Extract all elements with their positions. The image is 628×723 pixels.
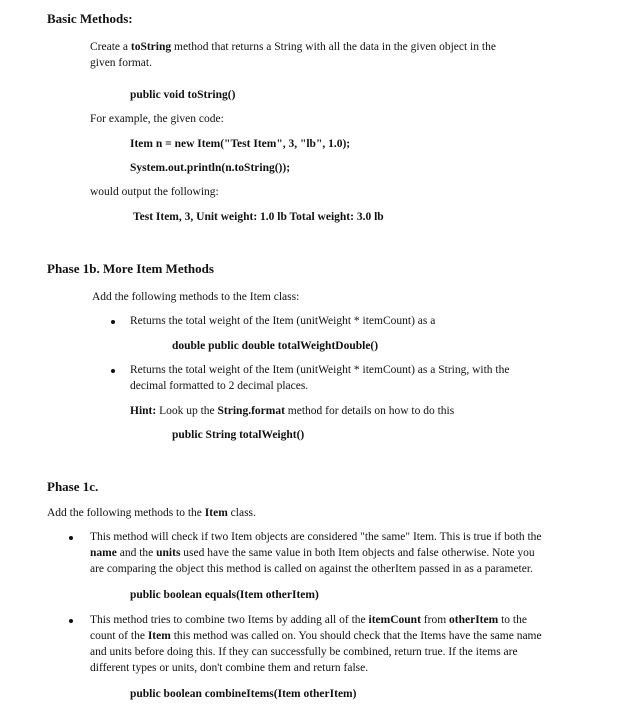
combine-desc-line-3: and units before doing this. If they can successfully be combined, return true. If the items are [90, 646, 518, 658]
phase-1c-intro: Add the following methods to the Item class. [47, 507, 256, 519]
combine-desc-line-4: different types or units, don't combine them and return false. [90, 662, 369, 674]
bullet-icon [111, 320, 115, 324]
combine-desc-line-1: This method tries to combine two Items by adding all of the itemCount from otherItem to the [90, 614, 527, 626]
equals-desc-line-1: This method will check if two Item objects are considered "the same" Item. This is true if both the [90, 531, 542, 543]
basic-methods-intro-line-1: Create a toString method that returns a String with all the data in the given object in the [90, 41, 496, 53]
hint-text: Hint: Look up the String.format method for details on how to do this [130, 405, 455, 417]
phase-1c-heading: Phase 1c. [47, 479, 99, 494]
bullet-icon [69, 619, 73, 623]
tostring-signature: public void toString() [130, 89, 236, 101]
phase-1b-bullet-1: Returns the total weight of the Item (unitWeight * itemCount) as a [130, 315, 436, 327]
total-weight-double-signature: double public double totalWeightDouble() [172, 340, 379, 352]
code-line-1: Item n = new Item("Test Item", 3, "lb", 1.0); [130, 138, 351, 150]
total-weight-signature: public String totalWeight() [172, 429, 305, 441]
bullet-icon [111, 369, 115, 373]
combine-desc-line-2: count of the Item this method was called on. You should check that the Items have the same name [90, 630, 542, 642]
output-intro: would output the following: [90, 186, 219, 198]
phase-1b-bullet-2-line-2: decimal formatted to 2 decimal places. [130, 380, 309, 392]
example-intro: For example, the given code: [90, 113, 224, 125]
example-output: Test Item, 3, Unit weight: 1.0 lb Total weight: 3.0 lb [133, 211, 384, 223]
basic-methods-heading: Basic Methods: [47, 11, 133, 26]
equals-signature: public boolean equals(Item otherItem) [130, 589, 319, 601]
bullet-icon [69, 536, 73, 540]
equals-desc-line-3: are comparing the object this method is called on against the otherItem passed in as a parameter. [90, 563, 533, 575]
equals-desc-line-2: name and the units used have the same value in both Item objects and false otherwise. Note you [90, 547, 535, 559]
basic-methods-intro-line-2: given format. [90, 57, 152, 69]
phase-1b-bullet-2-line-1: Returns the total weight of the Item (unitWeight * itemCount) as a String, with the [130, 364, 510, 376]
combine-items-signature: public boolean combineItems(Item otherItem) [130, 688, 357, 700]
phase-1b-intro: Add the following methods to the Item class: [92, 291, 300, 303]
phase-1b-heading: Phase 1b. More Item Methods [47, 261, 214, 276]
code-line-2: System.out.println(n.toString()); [130, 162, 291, 174]
